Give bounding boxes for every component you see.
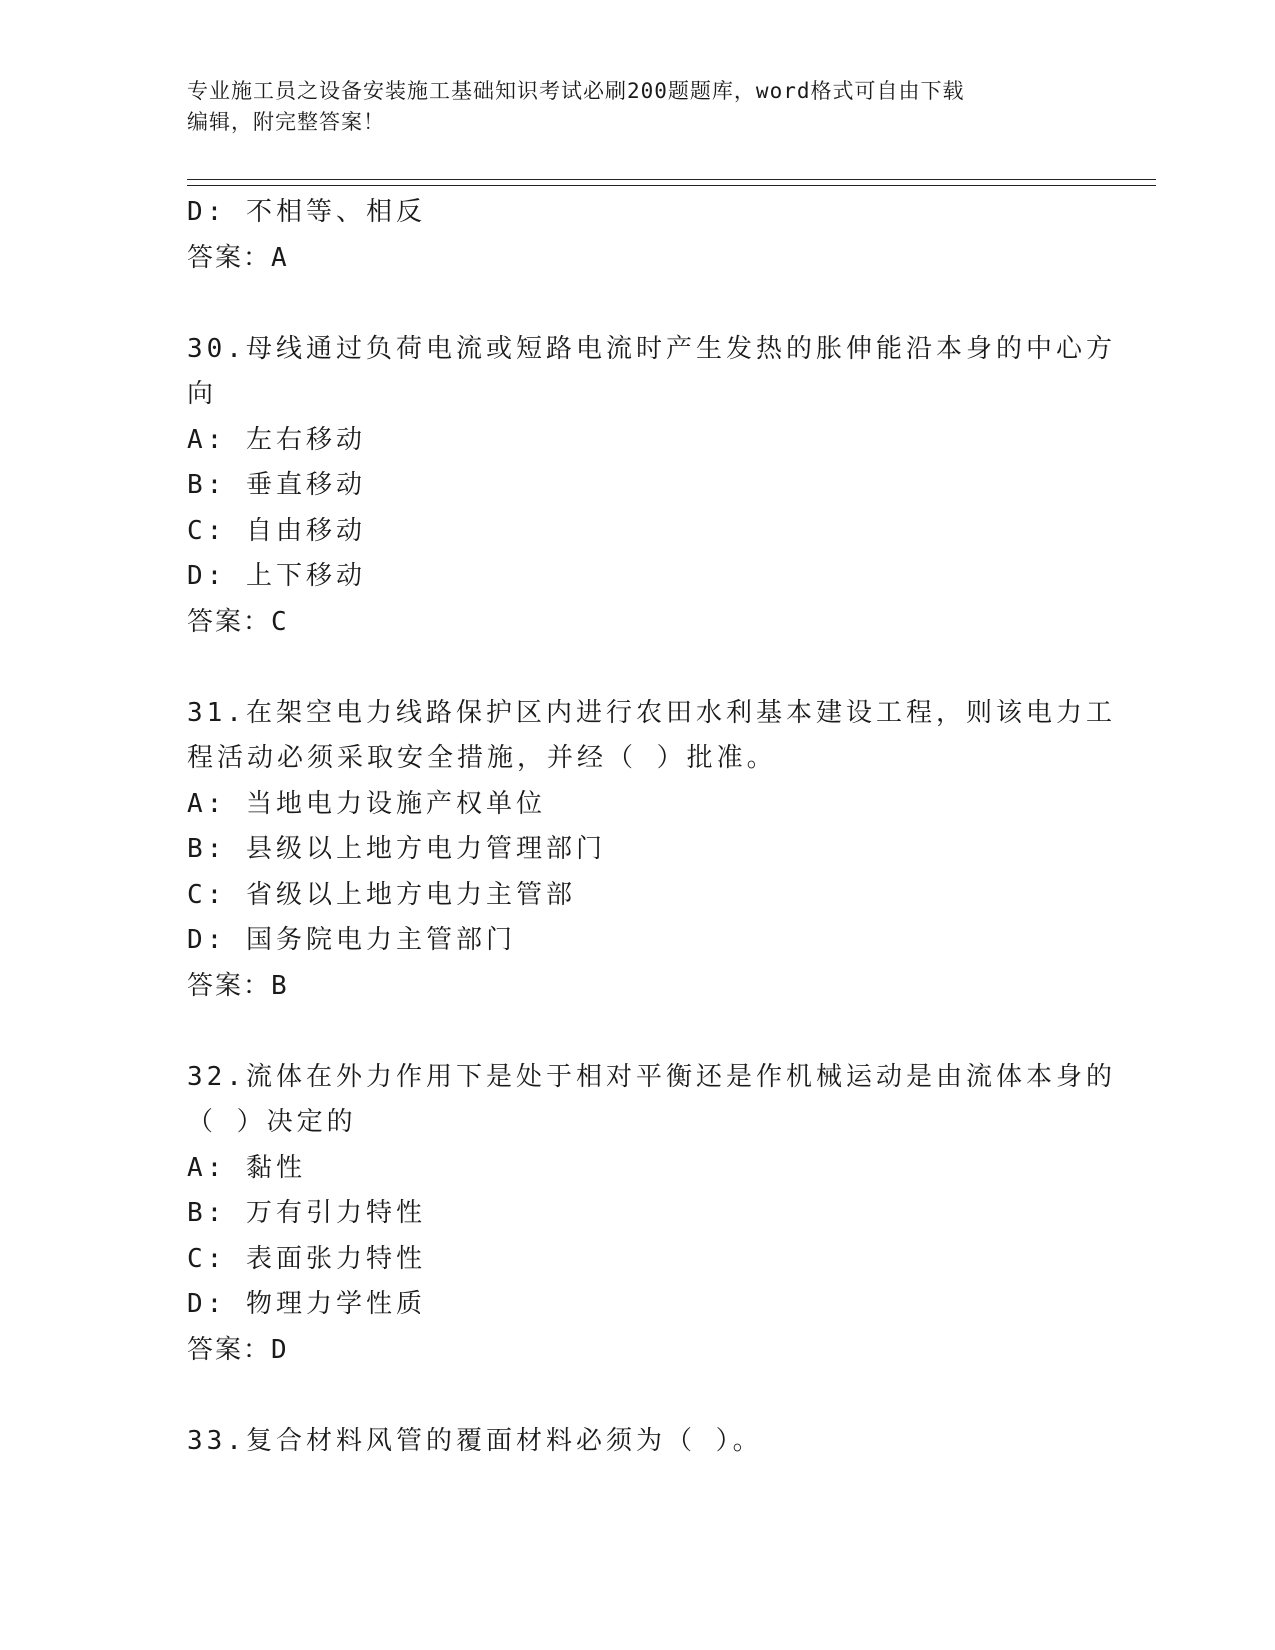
answer-label: 答案： (187, 242, 272, 273)
option-c: C: 省级以上地方电力主管部 (187, 879, 576, 910)
question-stem-32-line-2: （ ）决定的 (187, 1107, 357, 1137)
option-d: D: 上下移动 (187, 561, 366, 591)
answer-line (187, 1328, 1087, 1374)
answer-label: 答案： (187, 1334, 272, 1365)
spacer (187, 1373, 1087, 1419)
answer-line (187, 236, 1087, 282)
answer-line (187, 964, 1087, 1010)
question-stem-30-line-1: 30.母线通过负荷电流或短路电流时产生发热的胀伸能沿本身的中心方 (187, 333, 1116, 364)
question-stem-31-line-2: 程活动必须采取安全措施，并经（ ）批准。 (187, 743, 777, 773)
option-a: A: 左右移动 (187, 424, 366, 455)
question-list (187, 190, 1116, 1464)
answer-value: B (271, 970, 289, 1001)
answer-value: D (271, 1334, 289, 1365)
option-d: D: 物理力学性质 (187, 1289, 426, 1319)
header-title-line-1: 专业施工员之设备安装施工基础知识考试必刷200题题库，word格式可自由下载 (187, 79, 965, 103)
answer-value: A (271, 242, 289, 273)
spacer (187, 1009, 1087, 1055)
option-a: A: 黏性 (187, 1152, 306, 1183)
spacer (187, 645, 1087, 691)
option-c: C: 表面张力特性 (187, 1243, 426, 1274)
answer-value: C (271, 606, 289, 637)
answer-line (187, 600, 1087, 646)
option-a: A: 当地电力设施产权单位 (187, 788, 546, 819)
answer-label: 答案： (187, 970, 272, 1001)
question-stem-31-line-1: 31.在架空电力线路保护区内进行农田水利基本建设工程，则该电力工 (187, 697, 1116, 728)
spacer (187, 281, 1087, 327)
answer-label: 答案： (187, 606, 272, 637)
option-c: C: 自由移动 (187, 515, 366, 546)
page-header (187, 76, 1087, 138)
header-double-rule (187, 179, 1156, 186)
option-b: B: 垂直移动 (187, 470, 366, 500)
header-title-line-2: 编辑，附完整答案！ (187, 110, 385, 134)
question-stem-30-line-2: 向 (187, 379, 218, 409)
option-d: D: 不相等、相反 (187, 197, 426, 227)
option-d: D: 国务院电力主管部门 (187, 925, 516, 955)
option-b: B: 县级以上地方电力管理部门 (187, 834, 606, 864)
option-b: B: 万有引力特性 (187, 1198, 426, 1228)
question-stem-32-line-1: 32.流体在外力作用下是处于相对平衡还是作机械运动是由流体本身的 (187, 1061, 1116, 1092)
question-stem-33-line-1: 33.复合材料风管的覆面材料必须为（ ）。 (187, 1425, 763, 1456)
